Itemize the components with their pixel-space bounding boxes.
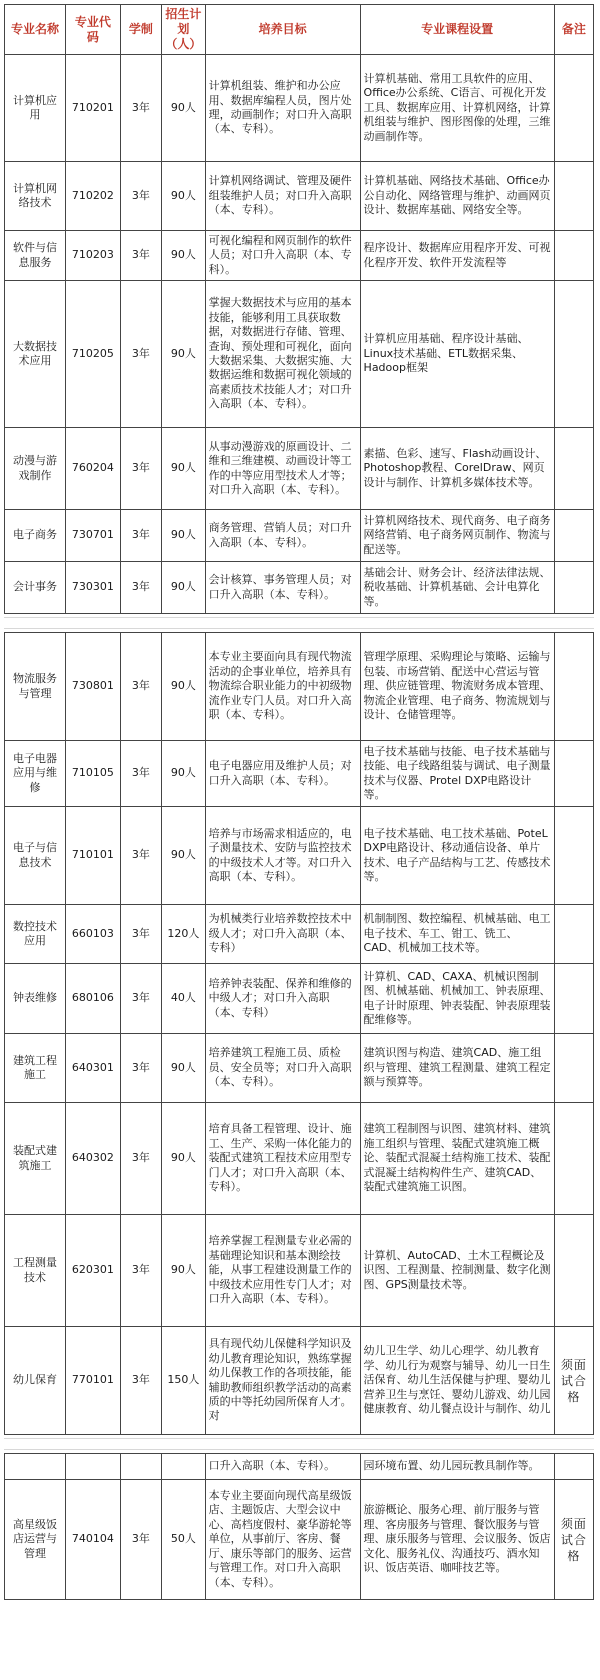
- course-list: 计算机、AutoCAD、土木工程概论及识图、工程测量、控制测量、数字化测图、GPS测量技术等。: [360, 1215, 554, 1327]
- training-goal: 电子电器应用及维护人员；对口升入高职（本、专科）。: [205, 741, 360, 807]
- table-row: [5, 428, 594, 510]
- study-years: 3年: [120, 741, 161, 807]
- training-goal: 可视化编程和网页制作的软件人员；对口升入高职（本、专科）。: [205, 231, 360, 281]
- table-row: [5, 1103, 594, 1215]
- study-years: 3年: [120, 55, 161, 162]
- training-goal: 从事动漫游戏的原画设计、二维和三维建模、动画设计等工作的中等应用型技术人才等；对口升入高职（本、专科）。: [205, 428, 360, 510]
- remark: [554, 1034, 593, 1103]
- table-row: [5, 562, 594, 614]
- enrollment-plan: 90人: [162, 1103, 206, 1215]
- training-goal: 商务管理、营销人员；对口升入高职（本、专科）。: [205, 510, 360, 562]
- remark: [554, 162, 593, 231]
- major-table-page-2: [4, 632, 594, 1435]
- page-break: [4, 1438, 594, 1450]
- page-break: [4, 617, 594, 629]
- major-name: 数控技术应用: [5, 905, 66, 964]
- table-row: [5, 633, 594, 741]
- table-body: [5, 633, 594, 1435]
- major-code: 640302: [66, 1103, 121, 1215]
- major-code: 680106: [66, 964, 121, 1034]
- training-goal: 培养与市场需求相适应的，电子测量技术、安防与监控技术的中级技术人才等。对口升入高职（本、专科）。: [205, 807, 360, 905]
- remark: [554, 1454, 593, 1480]
- table-row: [5, 1215, 594, 1327]
- course-list: 旅游概论、服务心理、前厅服务与管理、客房服务与管理、餐饮服务与管理、康乐服务与管理、会议服务、饭店文化、服务礼仪、沟通技巧、酒水知识、饭店英语、咖啡技艺等。: [360, 1480, 554, 1600]
- training-goal: 计算机网络调试、管理及硬件组装维护人员；对口升入高职（本、专科）。: [205, 162, 360, 231]
- study-years: 3年: [120, 1215, 161, 1327]
- course-list: 计算机基础、常用工具软件的应用、Office办公系统、C语言、可视化开发工具、数据库应用、计算机网络，计算机组装与维护、图形图像的处理，三维动画制作等。: [360, 55, 554, 162]
- training-goal: 培养钟表装配、保养和维修的中级人才；对口升入高职（本、专科）: [205, 964, 360, 1034]
- major-table-page-3: [4, 1453, 594, 1600]
- table-row: [5, 162, 594, 231]
- major-name: 电子商务: [5, 510, 66, 562]
- training-goal: 为机械类行业培养数控技术中级人才；对口升入高职（本、专科）: [205, 905, 360, 964]
- course-list: 园环境布置、幼儿园玩教具制作等。: [360, 1454, 554, 1480]
- training-goal: 本专业主要面向具有现代物流活动的企事业单位，培养具有物流综合职业能力的中初级物流作业专门人员。对口升入高职（本、专科）。: [205, 633, 360, 741]
- remark: [554, 964, 593, 1034]
- header-plan: 招生计划（人）: [162, 5, 206, 55]
- major-code: 640301: [66, 1034, 121, 1103]
- remark: [554, 281, 593, 428]
- header-years: 学制: [120, 5, 161, 55]
- course-list: 计算机、CAD、CAXA、机械识图制图、机械基础、机械加工、钟表原理、电子计时原理、钟表装配、钟表原理装配维修等。: [360, 964, 554, 1034]
- enrollment-sheet: [4, 4, 594, 1676]
- remark: [554, 905, 593, 964]
- major-name: 建筑工程施工: [5, 1034, 66, 1103]
- enrollment-plan: 90人: [162, 231, 206, 281]
- course-list: 计算机网络技术、现代商务、电子商务网络营销、电子商务网页制作、物流与配送等。: [360, 510, 554, 562]
- training-goal: 口升入高职（本、专科）。: [205, 1454, 360, 1480]
- course-list: 计算机应用基础、程序设计基础、Linux技术基础、ETL数据采集、Hadoop框架: [360, 281, 554, 428]
- training-goal: 培养建筑工程施工员、质检员、安全员等；对口升入高职（本、专科）。: [205, 1034, 360, 1103]
- table-row: [5, 1327, 594, 1435]
- enrollment-plan: 90人: [162, 633, 206, 741]
- course-list: 电子技术基础与技能、电子技术基础与技能、电子线路组装与调试、电子测量技术与仪器、Protel DXP电路设计等。: [360, 741, 554, 807]
- header-courses: 专业课程设置: [360, 5, 554, 55]
- major-code: 660103: [66, 905, 121, 964]
- major-code: 730301: [66, 562, 121, 614]
- course-list: 机制制图、数控编程、机械基础、电工电子技术、车工、钳工、铣工、CAD、机械加工技术等。: [360, 905, 554, 964]
- table-row: [5, 964, 594, 1034]
- remark: [554, 231, 593, 281]
- enrollment-plan: 90人: [162, 428, 206, 510]
- major-name: 计算机应用: [5, 55, 66, 162]
- header-goal: 培养目标: [205, 5, 360, 55]
- major-code: 740104: [66, 1480, 121, 1600]
- enrollment-plan: 150人: [162, 1327, 206, 1435]
- remark: [554, 428, 593, 510]
- major-code: 730701: [66, 510, 121, 562]
- major-name: 幼儿保育: [5, 1327, 66, 1435]
- study-years: 3年: [120, 1034, 161, 1103]
- major-name: 装配式建筑施工: [5, 1103, 66, 1215]
- major-name: 动漫与游戏制作: [5, 428, 66, 510]
- remark: [554, 1103, 593, 1215]
- enrollment-plan: 90人: [162, 162, 206, 231]
- course-list: 基础会计、财务会计、经济法律法规、税收基础、计算机基础、会计电算化等。: [360, 562, 554, 614]
- training-goal: 培育具备工程管理、设计、施工、生产、采购一体化能力的装配式建筑工程技术应用型专门人才；对口升入高职（本、专科）。: [205, 1103, 360, 1215]
- course-list: 计算机基础、网络技术基础、Office办公自动化、网络管理与维护、动画网页设计、数据库基础、网络安全等。: [360, 162, 554, 231]
- table-row: [5, 55, 594, 162]
- study-years: 3年: [120, 633, 161, 741]
- course-list: 素描、色彩、速写、Flash动画设计、Photoshop教程、CorelDraw、网页设计与制作、计算机多媒体技术等。: [360, 428, 554, 510]
- study-years: 3年: [120, 428, 161, 510]
- major-code: 730801: [66, 633, 121, 741]
- course-list: 建筑工程制图与识图、建筑材料、建筑施工组织与管理、装配式建筑施工概论、装配式混凝土结构施工技术、装配式混凝土结构构件生产、建筑CAD、装配式建筑施工识图。: [360, 1103, 554, 1215]
- major-name: 计算机网络技术: [5, 162, 66, 231]
- major-code: 710202: [66, 162, 121, 231]
- table-row: [5, 1454, 594, 1480]
- major-name: 钟表维修: [5, 964, 66, 1034]
- enrollment-plan: 90人: [162, 55, 206, 162]
- major-name: 大数据技术应用: [5, 281, 66, 428]
- enrollment-plan: 90人: [162, 1215, 206, 1327]
- remark: [554, 807, 593, 905]
- table-row: [5, 1034, 594, 1103]
- study-years: 3年: [120, 964, 161, 1034]
- training-goal: 掌握大数据技术与应用的基本技能，能够利用工具获取数据，对数据进行存储、管理、查询、预处理和可视化，面向大数据采集、大数据实施、大数据运维和数据可视化领域的高素质技术技能人才；对口升入高职（本、专科）。: [205, 281, 360, 428]
- remark: 须面试合格: [554, 1480, 593, 1600]
- remark: [554, 1215, 593, 1327]
- table-body: [5, 1454, 594, 1600]
- training-goal: 会计核算、事务管理人员；对口升入高职（本、专科）。: [205, 562, 360, 614]
- enrollment-plan: 50人: [162, 1480, 206, 1600]
- enrollment-plan: 90人: [162, 510, 206, 562]
- header-row: [5, 5, 594, 55]
- major-name: [5, 1454, 66, 1480]
- enrollment-plan: 90人: [162, 741, 206, 807]
- major-code: 710105: [66, 741, 121, 807]
- major-code: 710201: [66, 55, 121, 162]
- study-years: 3年: [120, 162, 161, 231]
- major-code: [66, 1454, 121, 1480]
- enrollment-plan: [162, 1454, 206, 1480]
- enrollment-plan: 90人: [162, 281, 206, 428]
- major-name: 工程测量技术: [5, 1215, 66, 1327]
- course-list: 建筑识图与构造、建筑CAD、施工组织与管理、建筑工程测量、建筑工程定额与预算等。: [360, 1034, 554, 1103]
- major-code: 710101: [66, 807, 121, 905]
- major-code: 710205: [66, 281, 121, 428]
- training-goal: 培养掌握工程测量专业必需的基础理论知识和基本测绘技能，从事工程建设测量工作的中级技术应用性专门人才；对口升入高职（本、专科）。: [205, 1215, 360, 1327]
- study-years: 3年: [120, 562, 161, 614]
- study-years: 3年: [120, 231, 161, 281]
- study-years: 3年: [120, 1327, 161, 1435]
- remark: 须面试合格: [554, 1327, 593, 1435]
- study-years: 3年: [120, 281, 161, 428]
- study-years: [120, 1454, 161, 1480]
- training-goal: 本专业主要面向现代高星级饭店、主题饭店、大型会议中心、高档度假村、豪华游轮等单位，从事前厅、客房、餐厅、康乐等部门的服务、运营与管理工作。对口升入高职（本、专科）。: [205, 1480, 360, 1600]
- major-name: 会计事务: [5, 562, 66, 614]
- enrollment-plan: 90人: [162, 562, 206, 614]
- remark: [554, 55, 593, 162]
- major-name: 高星级饭店运营与管理: [5, 1480, 66, 1600]
- training-goal: 计算机组装、维护和办公应用、数据库编程人员，图片处理，动画制作；对口升入高职（本、专科）。: [205, 55, 360, 162]
- training-goal: 具有现代幼儿保健科学知识及幼儿教育理论知识，熟练掌握幼儿保教工作的各项技能，能辅助教师组织教学活动的高素质的中等托幼园所保育人才。对: [205, 1327, 360, 1435]
- table-row: [5, 281, 594, 428]
- table-row: [5, 1480, 594, 1600]
- table-row: [5, 231, 594, 281]
- major-name: 软件与信息服务: [5, 231, 66, 281]
- table-body: [5, 55, 594, 614]
- major-table-page-1: [4, 4, 594, 614]
- study-years: 3年: [120, 1103, 161, 1215]
- enrollment-plan: 40人: [162, 964, 206, 1034]
- study-years: 3年: [120, 807, 161, 905]
- major-name: 电子与信息技术: [5, 807, 66, 905]
- major-code: 710203: [66, 231, 121, 281]
- remark: [554, 562, 593, 614]
- study-years: 3年: [120, 510, 161, 562]
- major-code: 620301: [66, 1215, 121, 1327]
- major-name: 电子电器应用与维修: [5, 741, 66, 807]
- course-list: 管理学原理、采购理论与策略、运输与包装、市场营销、配送中心营运与管理、供应链管理、物流财务成本管理、物流企业管理、电子商务、物流规划与设计、仓储管理等。: [360, 633, 554, 741]
- table-row: [5, 741, 594, 807]
- header-note: 备注: [554, 5, 593, 55]
- header-code: 专业代码: [66, 5, 121, 55]
- major-code: 770101: [66, 1327, 121, 1435]
- study-years: 3年: [120, 905, 161, 964]
- enrollment-plan: 90人: [162, 1034, 206, 1103]
- enrollment-plan: 120人: [162, 905, 206, 964]
- study-years: 3年: [120, 1480, 161, 1600]
- remark: [554, 633, 593, 741]
- table-row: [5, 510, 594, 562]
- major-name: 物流服务与管理: [5, 633, 66, 741]
- remark: [554, 510, 593, 562]
- course-list: 程序设计、数据库应用程序开发、可视化程序开发、软件开发流程等: [360, 231, 554, 281]
- table-row: [5, 807, 594, 905]
- course-list: 幼儿卫生学、幼儿心理学、幼儿教育学、幼儿行为观察与辅导、幼儿一日生活保育、幼儿生活保健与护理、婴幼儿营养卫生与烹饪、婴幼儿游戏、幼儿园健康教育、幼儿餐点设计与制作、幼儿: [360, 1327, 554, 1435]
- table-row: [5, 905, 594, 964]
- major-code: 760204: [66, 428, 121, 510]
- course-list: 电子技术基础、电工技术基础、PoteL DXP电路设计、移动通信设备、单片技术、电子产品结构与工艺、传感技术等。: [360, 807, 554, 905]
- header-name: 专业名称: [5, 5, 66, 55]
- remark: [554, 741, 593, 807]
- enrollment-plan: 90人: [162, 807, 206, 905]
